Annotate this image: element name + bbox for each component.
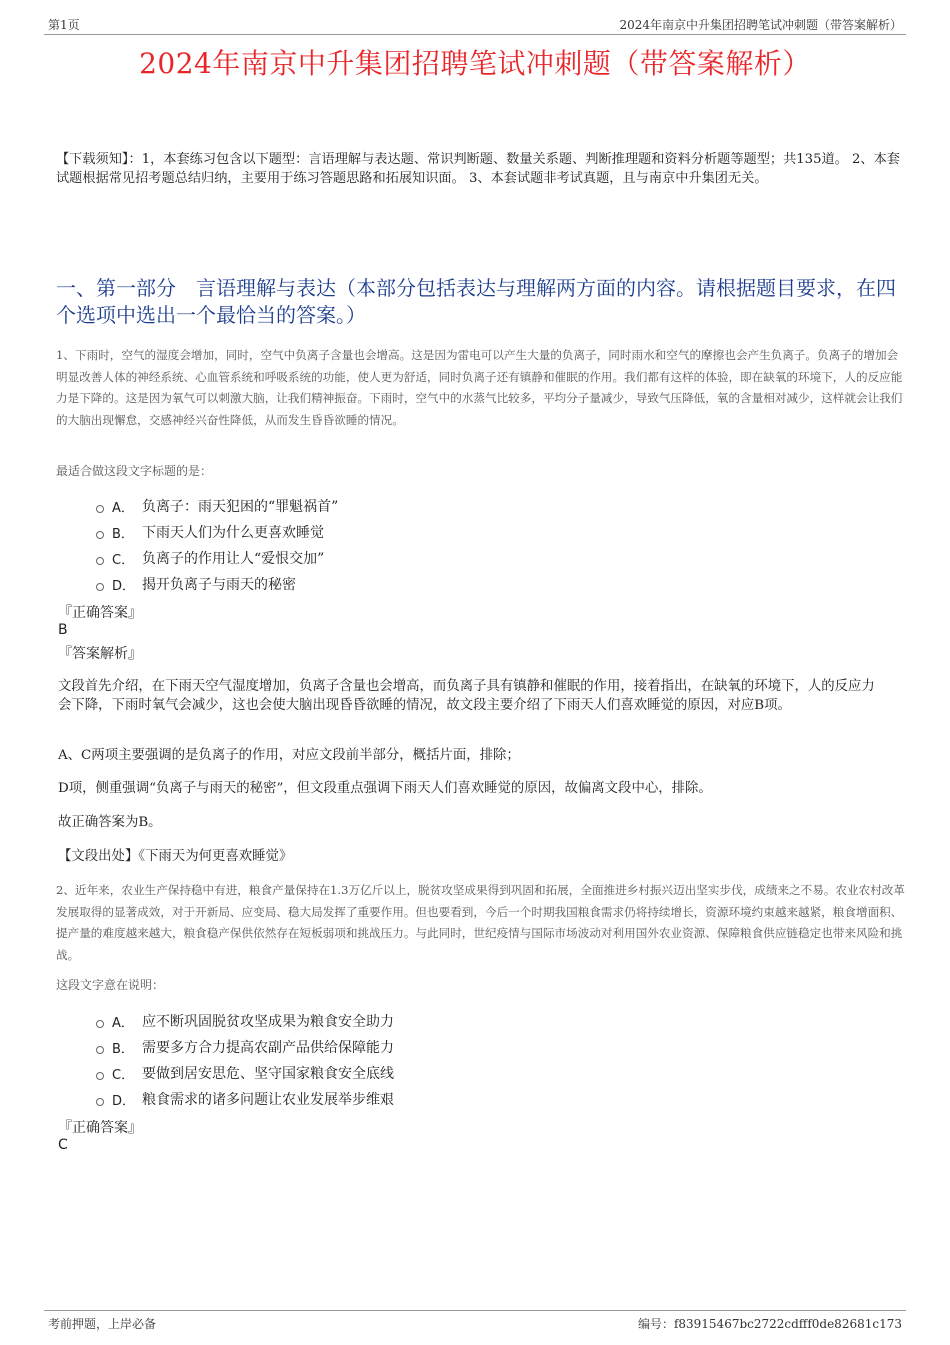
footer-slogan: 考前押题，上岸必备: [48, 1317, 157, 1331]
analysis-paragraph: 故正确答案为B。: [58, 815, 162, 830]
analysis-label: 『答案解析』: [58, 646, 142, 662]
radio-icon[interactable]: [96, 583, 104, 591]
radio-icon[interactable]: [96, 531, 104, 539]
question-2-stem: 2、近年来，农业生产保持稳中有进，粮食产量保持在1.3万亿斤以上，脱贫攻坚成果得到巩固和拓展，全面推进乡村振兴迈出坚实步伐，成绩来之不易。农业农村改革发展取得的显著成效，对于开新局、应变局、稳大局发挥了重要作用。但也要看到，今后一个时期我国粮食需求仍将持续增长，资源环境约束越来越紧，粮食增面积、提产量的难度越来越大，粮食稳产保供依然存在短板弱项和挑战压力。与此同时，世纪疫情与国际市场波动对利用国外农业资源、保障粮食供应链稳定也带来风险和挑战。: [56, 883, 905, 962]
analysis-paragraph: A、C两项主要强调的是负离子的作用，对应文段前半部分，概括片面，排除；: [58, 748, 520, 763]
page-number: 第1页: [48, 18, 80, 32]
question-2-prompt: 这段文字意在说明：: [56, 978, 165, 992]
question-1-options: [96, 493, 338, 597]
option-a[interactable]: A． 负离子：雨天犯困的“罪魁祸首”: [96, 493, 338, 519]
section-heading: 一、第一部分 言语理解与表达（本部分包括表达与理解两方面的内容。请根据题目要求，在四个选项中选出一个最恰当的答案。）: [56, 276, 896, 327]
option-text: 负离子：雨天犯困的“罪魁祸首”: [142, 499, 339, 515]
option-text: 揭开负离子与雨天的秘密: [142, 577, 296, 593]
analysis-paragraph: 文段首先介绍，在下雨天空气湿度增加，负离子含量也会增高，而负离子具有镇静和催眠的作用，接着指出，在缺氧的环境下，人的反应力会下降，下雨时氧气会减少，这也会使大脑出现昏昏欲睡的情况，故文段主要介绍了下雨天人们喜欢睡觉的原因，对应B项。: [58, 679, 875, 713]
option-b[interactable]: B． 下雨天人们为什么更喜欢睡觉: [96, 519, 338, 545]
radio-icon[interactable]: [96, 505, 104, 513]
option-text: 负离子的作用让人“爱恨交加”: [142, 551, 325, 567]
radio-icon[interactable]: [96, 1046, 104, 1054]
answer-label: 『正确答案』: [58, 605, 142, 621]
correct-answer: B: [58, 622, 68, 638]
correct-answer: C: [58, 1137, 68, 1153]
option-text: 下雨天人们为什么更喜欢睡觉: [142, 525, 324, 541]
option-c[interactable]: C． 负离子的作用让人“爱恨交加”: [96, 545, 338, 571]
header-doc-title: 2024年南京中升集团招聘笔试冲刺题（带答案解析）: [619, 18, 902, 32]
option-d[interactable]: D． 揭开负离子与雨天的秘密: [96, 571, 338, 597]
option-text: 要做到居安思危、坚守国家粮食安全底线: [142, 1066, 394, 1082]
option-b[interactable]: B． 需要多方合力提高农副产品供给保障能力: [96, 1034, 394, 1060]
question-2-options: [96, 1008, 394, 1112]
option-text: 粮食需求的诸多问题让农业发展举步维艰: [142, 1092, 394, 1108]
option-a[interactable]: A． 应不断巩固脱贫攻坚成果为粮食安全助力: [96, 1008, 394, 1034]
question-1-stem: 1、下雨时，空气的湿度会增加，同时，空气中负离子含量也会增高。这是因为雷电可以产生大量的负离子，同时雨水和空气的摩擦也会产生负离子。负离子的增加会明显改善人体的神经系统、心血管系统和呼吸系统的功能，使人更为舒适，同时负离子还有镇静和催眠的作用。我们都有这样的体验，即在缺氧的环境下，人的反应能力是下降的。这是因为氧气可以刺激大脑，让我们精神振奋。下雨时，空气中的水蒸气比较多，平均分子量减少，导致气压降低，氧的含量相对减少，这样就会让我们的大脑出现懈怠，交感神经兴奋性降低，从而发生昏昏欲睡的情况。: [56, 348, 903, 427]
option-text: 需要多方合力提高农副产品供给保障能力: [142, 1040, 394, 1056]
page-header: [44, 14, 906, 35]
option-c[interactable]: C． 要做到居安思危、坚守国家粮食安全底线: [96, 1060, 394, 1086]
page-footer: [44, 1310, 906, 1333]
option-d[interactable]: D． 粮食需求的诸多问题让农业发展举步维艰: [96, 1086, 394, 1112]
document-title: 2024年南京中升集团招聘笔试冲刺题（带答案解析）: [139, 47, 811, 80]
option-text: 应不断巩固脱贫攻坚成果为粮食安全助力: [142, 1014, 394, 1030]
document-id: 编号：f83915467bc2722cdfff0de82681c173: [637, 1317, 902, 1331]
radio-icon[interactable]: [96, 1072, 104, 1080]
question-1-prompt: 最适合做这段文字标题的是：: [56, 464, 213, 478]
answer-label: 『正确答案』: [58, 1120, 142, 1136]
radio-icon[interactable]: [96, 557, 104, 565]
analysis-paragraph: D项，侧重强调“负离子与雨天的秘密”，但文段重点强调下雨天人们喜欢睡觉的原因，故偏离文段中心，排除。: [58, 781, 712, 796]
radio-icon[interactable]: [96, 1020, 104, 1028]
download-notice: 【下载须知】：1，本套练习包含以下题型：言语理解与表达题、常识判断题、数量关系题、判断推理题和资料分析题等题型；共135道。 2、本套试题根据常见招考题总结归纳，主要用于练习答题思路和拓展知识面。 3、本套试题非考试真题，且与南京中升集团无关。: [56, 152, 900, 186]
source-citation: 【文段出处】《下雨天为何更喜欢睡觉》: [58, 849, 293, 864]
radio-icon[interactable]: [96, 1098, 104, 1106]
